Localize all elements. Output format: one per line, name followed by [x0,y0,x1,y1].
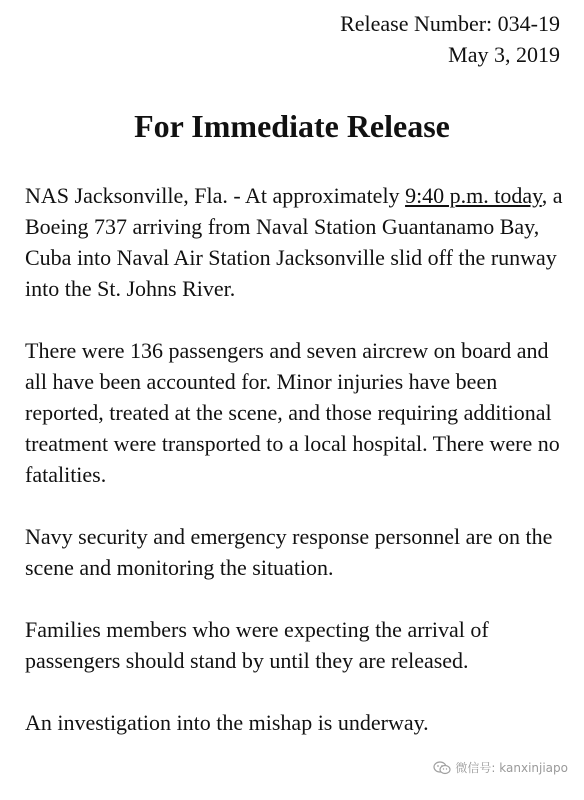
paragraph-incident-lead: NAS Jacksonville, Fla. - At approximately [25,183,406,208]
paragraph-passengers: There were 136 passengers and seven aircrew on board and all have been accounted for. Minor injuries have been reported, treated at the scene, and those requiring additional treatment were transported to a local hospital. There were no fatalities. [25,338,560,487]
watermark-text: 微信号: kanxinjiapo [455,761,568,775]
paragraph-investigation: An investigation into the mishap is underway. [25,710,429,735]
page-title: For Immediate Release [134,108,450,144]
paragraph-incident-rest: , a Boeing 737 arriving from Naval Station Guantanamo Bay, Cuba into Naval Air Station Jacksonville slid off the runway into the St. Johns River. [25,183,563,301]
paragraph-families: Families members who were expecting the arrival of passengers should stand by until they are released. [25,617,489,673]
paragraph-incident [25,180,573,304]
release-body [25,180,573,769]
incident-time-link[interactable]: 9:40 p.m. today [405,183,542,208]
wechat-watermark [431,759,570,776]
release-header [340,8,560,70]
release-date: May 3, 2019 [448,42,560,67]
release-number: Release Number: 034-19 [340,11,560,36]
wechat-icon [433,761,451,775]
paragraph-response: Navy security and emergency response personnel are on the scene and monitoring the situation. [25,524,553,580]
